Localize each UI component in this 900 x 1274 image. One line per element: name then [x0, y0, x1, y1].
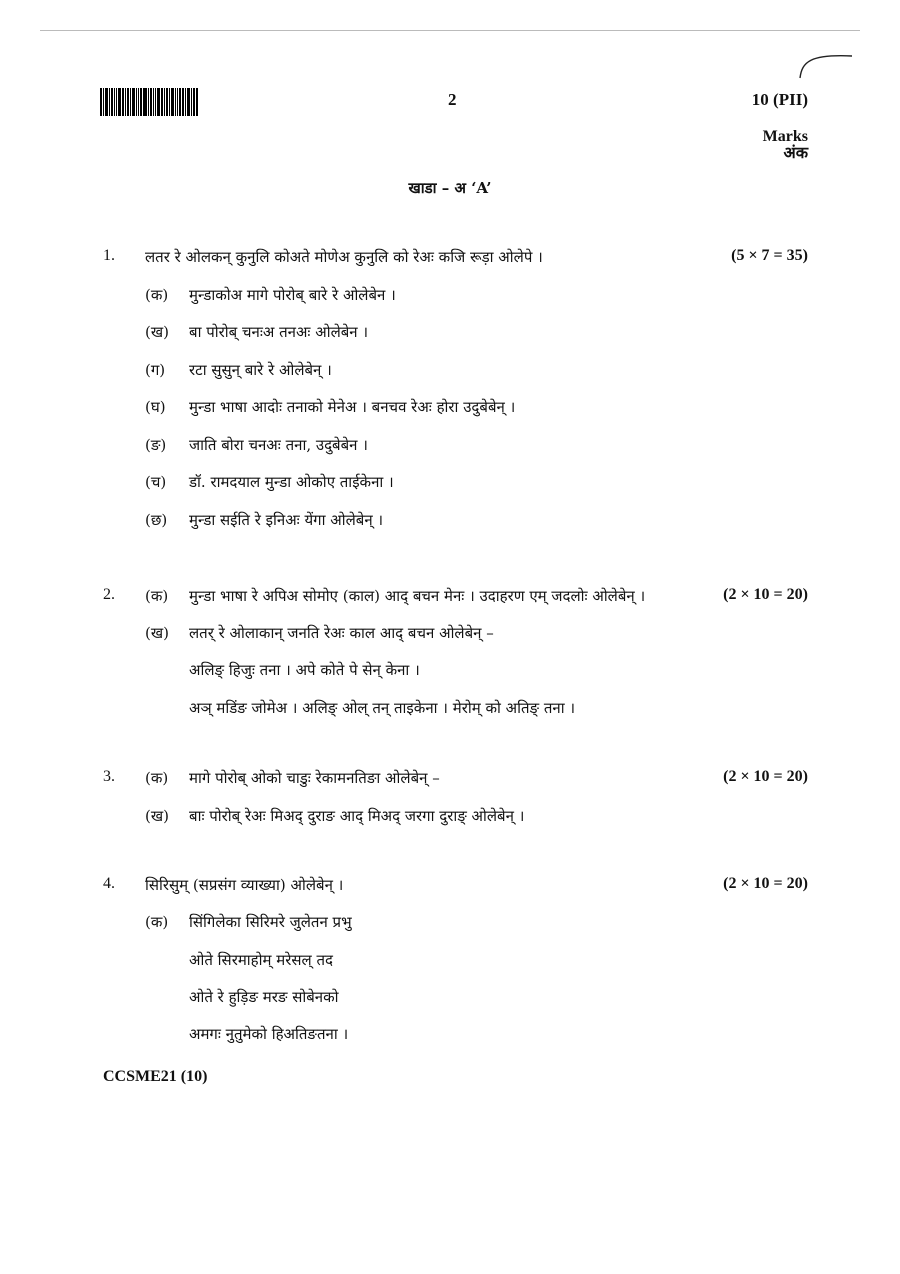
- question-1-part-a: [145, 285, 396, 305]
- question-1-part-c: [145, 360, 332, 380]
- part-text: बाः पोरोब् रेअः मिअद् दुराङ आद् मिअद् जरगा दुराङ् ओलेबेन् ।: [189, 807, 525, 825]
- poem-line-2: ओते सिरमाहोम् मरेसल् तद: [189, 951, 333, 969]
- part-text: मुन्डा भाषा आदोः तनाको मेनेअ । बनचव रेअः होरा उदुबेबेन् ।: [189, 398, 516, 416]
- part-text: जाति बोरा चनअः तना, उदुबेबेन ।: [189, 436, 368, 454]
- marks-heading-en: Marks: [762, 128, 808, 145]
- part-label: (घ): [145, 398, 166, 416]
- poem-line-4: अमगः नुतुमेको हिअतिङतना ।: [189, 1025, 349, 1043]
- question-4-marks: (2 × 10 = 20): [723, 875, 808, 892]
- question-1-part-g: [145, 510, 383, 530]
- part-label: (क): [145, 286, 169, 304]
- question-1-number: 1.: [103, 247, 115, 264]
- part-label: (च): [145, 473, 167, 491]
- part-text: बा पोरोब् चनःअ तनअः ओलेबेन ।: [189, 323, 369, 341]
- question-4-part-a: [145, 912, 352, 932]
- part-label: (क): [145, 587, 169, 605]
- part-label: (ख): [145, 807, 169, 825]
- question-2-part-a: [145, 586, 645, 606]
- part-text: मुन्डा सईति रे इनिअः येंगा ओलेबेन् ।: [189, 511, 384, 529]
- paper-code: 10 (PII): [751, 90, 808, 109]
- part-text: मुन्डा भाषा रे अपिअ सोमोए (काल) आद् बचन मेनः । उदाहरण एम् जदलोः ओलेबेन् ।: [189, 587, 646, 605]
- question-2-number: 2.: [103, 586, 115, 603]
- part-text: सिंगिलेका सिरिमरे जुलेतन प्रभु: [189, 913, 352, 931]
- poem-line-3: ओते रे हुड़िङ मरङ सोबेनको: [189, 988, 339, 1006]
- marks-heading: [763, 128, 808, 162]
- part-text: लतर् रे ओलाकान् जनति रेअः काल आद् बचन ओलेबेन् –: [189, 624, 494, 642]
- part-text: मागे पोरोब् ओको चाडुः रेकामनतिङा ओलेबेन् –: [189, 769, 440, 787]
- marks-heading-hi: अंक: [783, 145, 808, 162]
- part-label: (ङ): [145, 436, 167, 454]
- question-1-part-f: [145, 472, 394, 492]
- question-4-number: 4.: [103, 875, 115, 892]
- part-label: (क): [145, 913, 169, 931]
- footer-code: CCSME21 (10): [103, 1068, 208, 1085]
- question-1-text: लतर रे ओलकन् कुनुलि कोअते मोणेअ कुनुलि को रेअः कजि रूड़ा ओलेपे ।: [145, 248, 543, 266]
- question-1-part-e: [145, 435, 368, 455]
- part-text: मुन्डाकोअ मागे पोरोब् बारे रे ओलेबेन ।: [189, 286, 396, 304]
- question-2-sentence-2: अञ् मडिंङ जोमेअ । अलिङ् ओल् तन् ताइकेना । मेरोम् को अतिङ् तना ।: [189, 699, 576, 717]
- question-4-text: सिरिसुम् (सप्रसंग व्याख्या) ओलेबेन् ।: [145, 876, 344, 894]
- part-label: (ग): [145, 361, 166, 379]
- question-3-marks: (2 × 10 = 20): [723, 768, 808, 785]
- question-3-part-b: [145, 806, 524, 826]
- question-2-marks: (2 × 10 = 20): [723, 586, 808, 603]
- part-text: डॉ. रामदयाल मुन्डा ओकोए ताईकेना ।: [189, 473, 394, 491]
- question-1-marks: (5 × 7 = 35): [731, 247, 808, 264]
- question-1-part-d: [145, 397, 515, 417]
- part-label: (छ): [145, 511, 168, 529]
- question-3-number: 3.: [103, 768, 115, 785]
- page-number: 2: [448, 90, 457, 109]
- question-1-part-b: [145, 322, 368, 342]
- question-2-part-b: [145, 623, 494, 643]
- question-3-part-a: [145, 768, 440, 788]
- question-2-sentence-1: अलिङ् हिजुः तना । अपे कोते पे सेन् केना ।: [189, 661, 420, 679]
- section-title: खाडा – अ ‘A’: [408, 179, 492, 197]
- part-text: रटा सुसुन् बारे रे ओलेबेन् ।: [189, 361, 332, 379]
- barcode: [100, 88, 228, 116]
- part-label: (क): [145, 769, 169, 787]
- handwritten-mark: [790, 50, 860, 80]
- top-rule: [40, 30, 860, 31]
- part-label: (ख): [145, 624, 169, 642]
- part-label: (ख): [145, 323, 169, 341]
